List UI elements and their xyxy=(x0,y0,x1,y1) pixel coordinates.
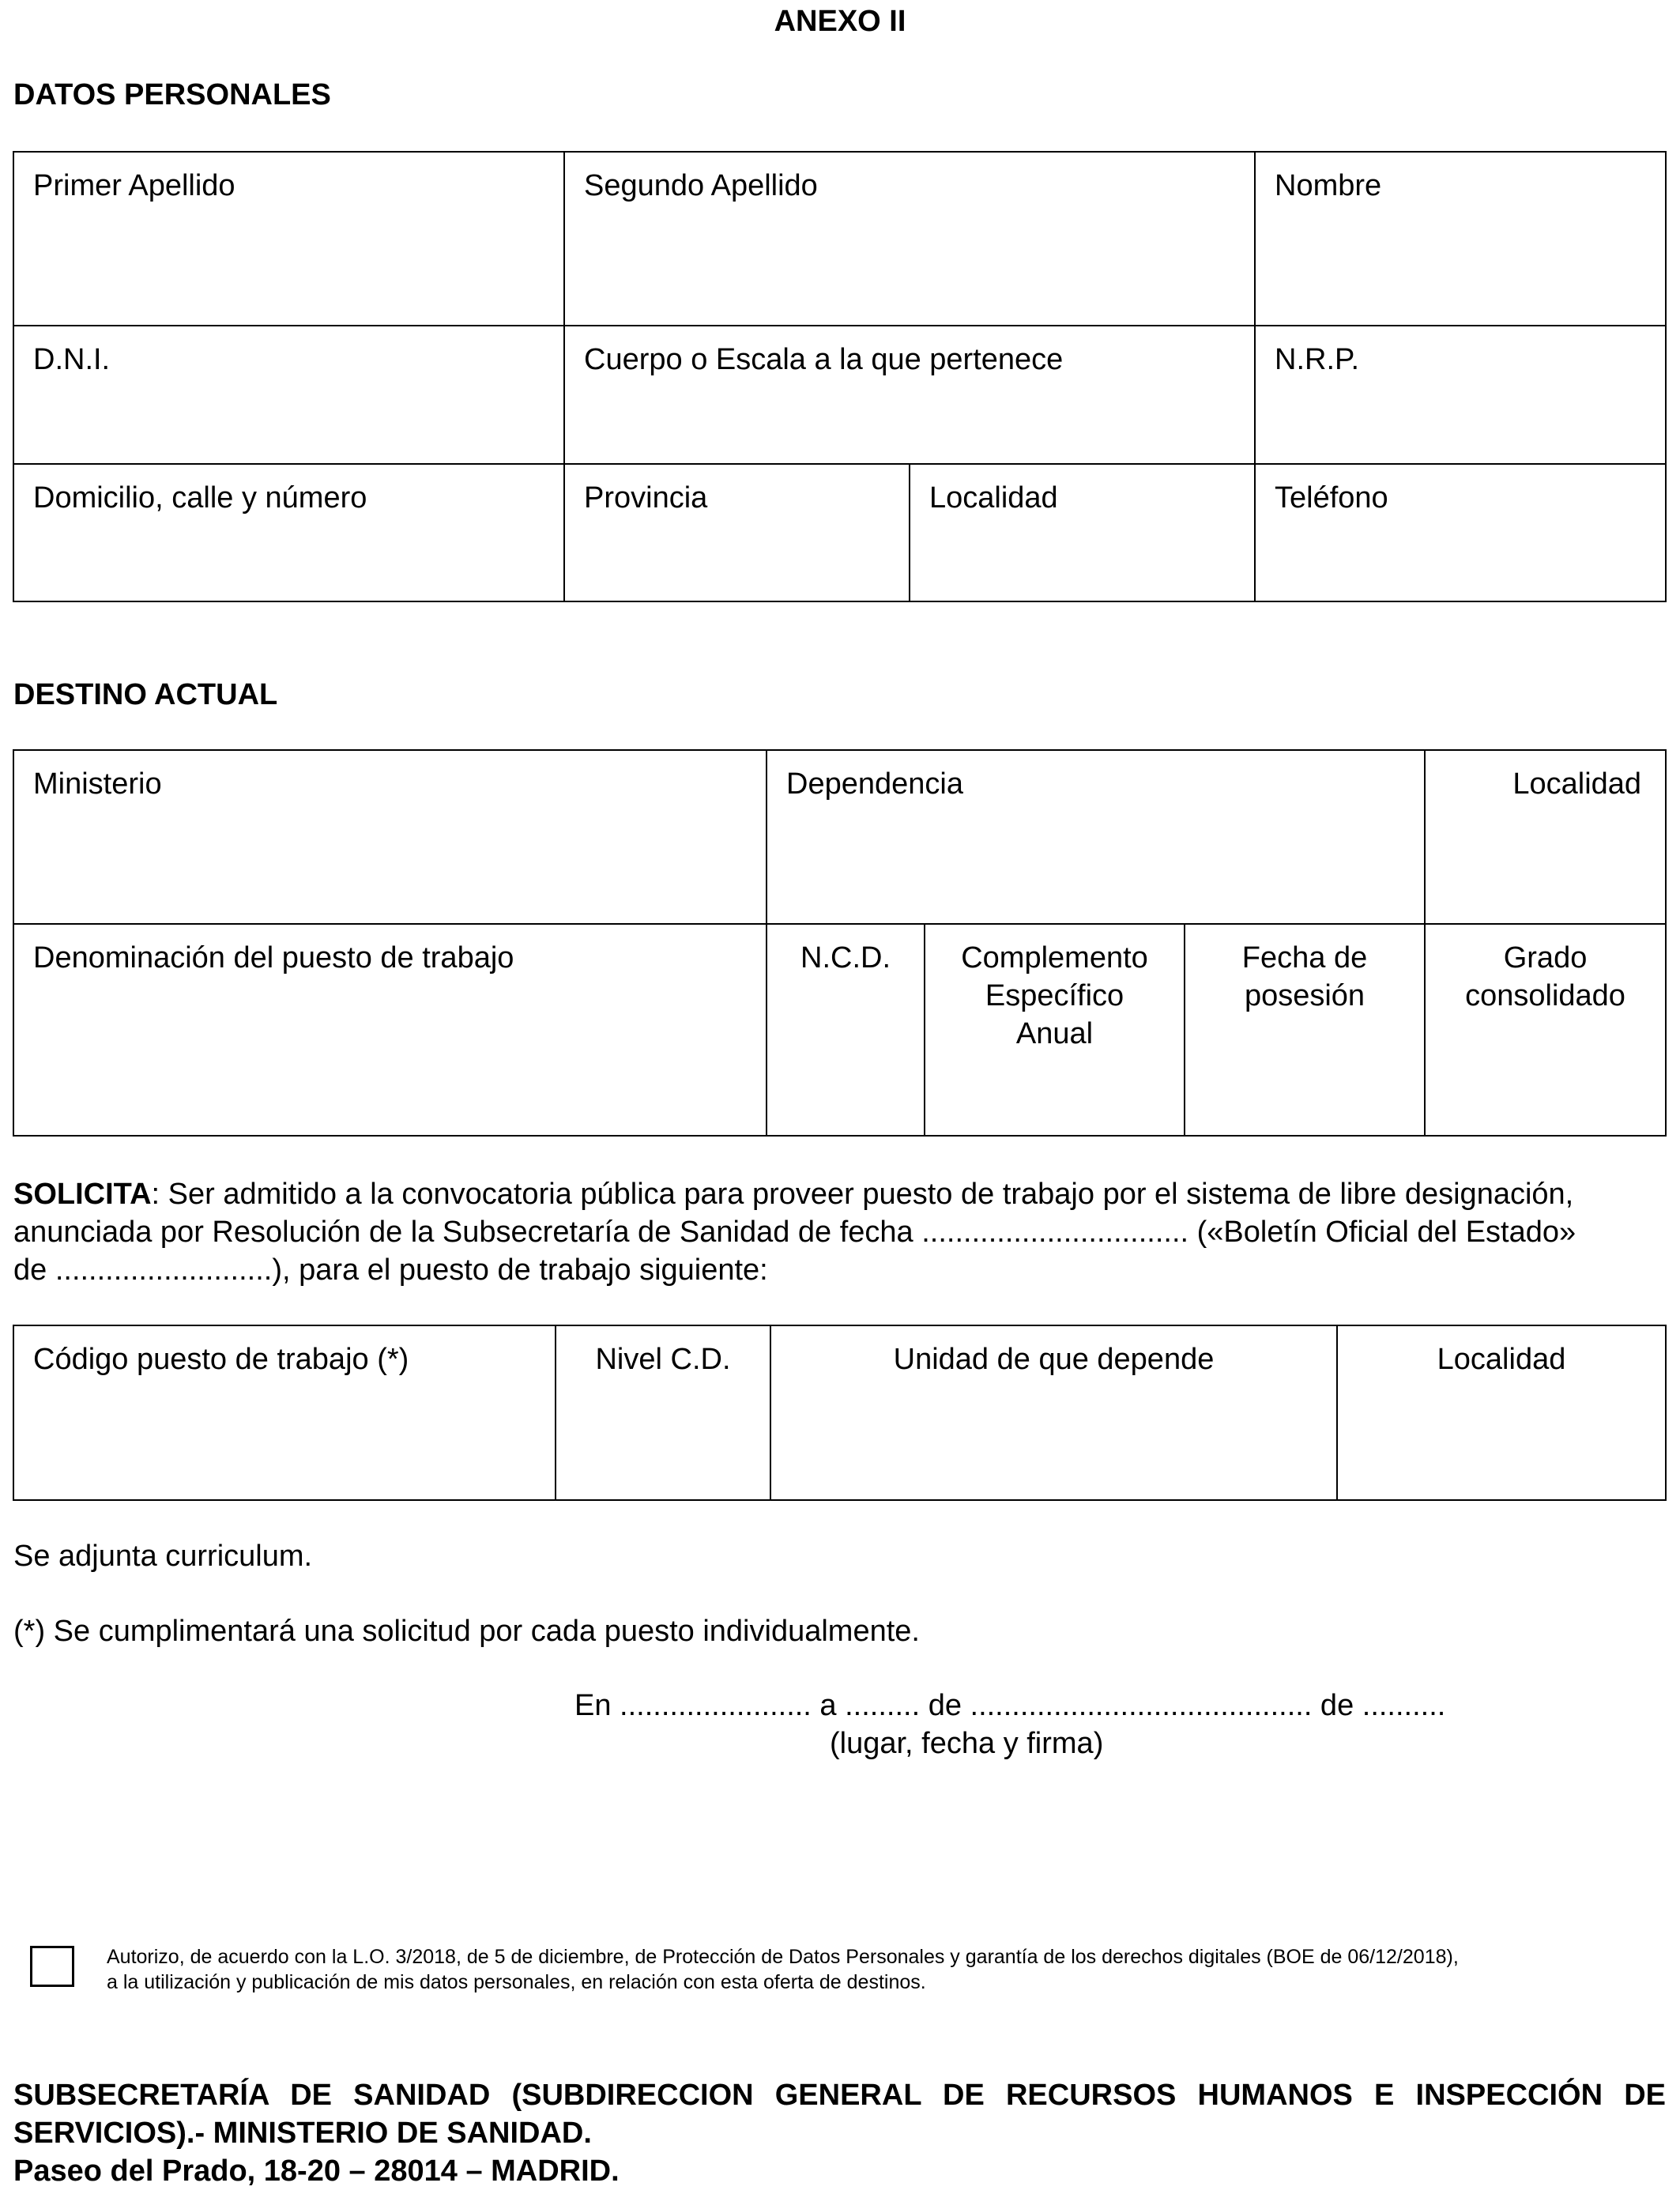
grado-consolidado-label-2: consolidado xyxy=(1465,979,1625,1012)
solicita-text-1: : Ser admitido a la convocatoria pública para proveer puesto de trabajo por el sistema de libre designación, xyxy=(151,1178,1574,1211)
complemento-label-2: Específico xyxy=(985,979,1124,1012)
annex-title: ANEXO II xyxy=(774,5,906,38)
puesto-localidad-field[interactable] xyxy=(1337,1325,1666,1500)
consent-text xyxy=(107,1944,1459,1995)
ministerio-field[interactable] xyxy=(13,750,767,924)
ncd-label: N.C.D. xyxy=(800,941,891,974)
dni-field[interactable] xyxy=(13,326,564,464)
destino-localidad-label: Localidad xyxy=(1512,767,1642,801)
ministerio-label: Ministerio xyxy=(33,767,162,801)
complemento-field[interactable] xyxy=(925,924,1185,1136)
consent-line-1: Autorizo, de acuerdo con la L.O. 3/2018, de 5 de diciembre, de Protección de Datos Personales y garantía de los derechos digitales (BOE de 06/12/2018), xyxy=(107,1946,1459,1968)
segundo-apellido-label: Segundo Apellido xyxy=(584,169,818,202)
personal-data-heading: DATOS PERSONALES xyxy=(13,78,331,111)
personal-data-table xyxy=(13,151,1667,602)
nombre-field[interactable] xyxy=(1255,152,1666,326)
denominacion-field[interactable] xyxy=(13,924,767,1136)
consent-checkbox[interactable] xyxy=(30,1946,74,1987)
footer-address xyxy=(13,2076,1666,2190)
provincia-field[interactable] xyxy=(564,464,910,601)
solicita-label: SOLICITA xyxy=(13,1178,152,1211)
footer-line-2: SERVICIOS).- MINISTERIO DE SANIDAD. xyxy=(13,2117,592,2150)
domicilio-label: Domicilio, calle y número xyxy=(33,481,367,515)
denominacion-label: Denominación del puesto de trabajo xyxy=(33,941,514,974)
nivel-cd-label: Nivel C.D. xyxy=(595,1343,731,1376)
solicita-line-3: de ..........................), para el puesto de trabajo siguiente: xyxy=(13,1253,768,1287)
footer-line-1: SUBSECRETARÍA DE SANIDAD (SUBDIRECCION GENERAL DE RECURSOS HUMANOS E INSPECCIÓN DE xyxy=(13,2079,1666,2112)
primer-apellido-field[interactable] xyxy=(13,152,564,326)
grado-consolidado-label-1: Grado xyxy=(1503,941,1588,974)
codigo-puesto-label: Código puesto de trabajo (*) xyxy=(33,1343,409,1376)
primer-apellido-label: Primer Apellido xyxy=(33,169,235,202)
solicita-paragraph xyxy=(13,1175,1669,1289)
nombre-label: Nombre xyxy=(1275,169,1382,202)
fecha-posesion-field[interactable] xyxy=(1185,924,1425,1136)
dependencia-label: Dependencia xyxy=(786,767,963,801)
nrp-field[interactable] xyxy=(1255,326,1666,464)
complemento-label-3: Anual xyxy=(1015,1017,1094,1050)
telefono-field[interactable] xyxy=(1255,464,1666,601)
dni-label: D.N.I. xyxy=(33,343,111,376)
destino-localidad-field[interactable] xyxy=(1425,750,1666,924)
adjunta-curriculum-text: Se adjunta curriculum. xyxy=(13,1540,313,1573)
firma-line: En ....................... a ......... de ......................................... de .......... xyxy=(574,1689,1446,1722)
solicita-line-2: anunciada por Resolución de la Subsecretaría de Sanidad de fecha ................................ («Boletín Oficial del Estado» xyxy=(13,1216,1576,1249)
complemento-label-1: Complemento xyxy=(961,941,1148,974)
ncd-field[interactable] xyxy=(767,924,925,1136)
localidad-label: Localidad xyxy=(929,481,1058,515)
telefono-label: Teléfono xyxy=(1275,481,1388,515)
dependencia-field[interactable] xyxy=(767,750,1425,924)
fecha-posesion-label-2: posesión xyxy=(1244,979,1365,1012)
unidad-field[interactable] xyxy=(770,1325,1337,1500)
cuerpo-field[interactable] xyxy=(564,326,1255,464)
solicita-line-1 xyxy=(13,1175,1669,1213)
destino-actual-heading: DESTINO ACTUAL xyxy=(13,678,278,711)
provincia-label: Provincia xyxy=(584,481,708,515)
fecha-posesion-label-1: Fecha de xyxy=(1241,941,1368,974)
footer-line-3: Paseo del Prado, 18-20 – 28014 – MADRID. xyxy=(13,2154,620,2188)
destino-actual-table xyxy=(13,749,1667,1137)
nivel-cd-field[interactable] xyxy=(556,1325,770,1500)
puesto-solicitado-table xyxy=(13,1325,1667,1501)
cuerpo-label: Cuerpo o Escala a la que pertenece xyxy=(584,343,1064,376)
nrp-label: N.R.P. xyxy=(1275,343,1360,376)
consent-line-2: a la utilización y publicación de mis datos personales, en relación con esta oferta de destinos. xyxy=(107,1971,926,1993)
localidad-field[interactable] xyxy=(910,464,1255,601)
puesto-localidad-label: Localidad xyxy=(1437,1343,1566,1376)
unidad-label: Unidad de que depende xyxy=(893,1343,1215,1376)
segundo-apellido-field[interactable] xyxy=(564,152,1255,326)
nota-asterisco-text: (*) Se cumplimentará una solicitud por cada puesto individualmente. xyxy=(13,1615,920,1648)
firma-caption: (lugar, fecha y firma) xyxy=(830,1727,1104,1760)
codigo-puesto-field[interactable] xyxy=(13,1325,556,1500)
domicilio-field[interactable] xyxy=(13,464,564,601)
grado-consolidado-field[interactable] xyxy=(1425,924,1666,1136)
